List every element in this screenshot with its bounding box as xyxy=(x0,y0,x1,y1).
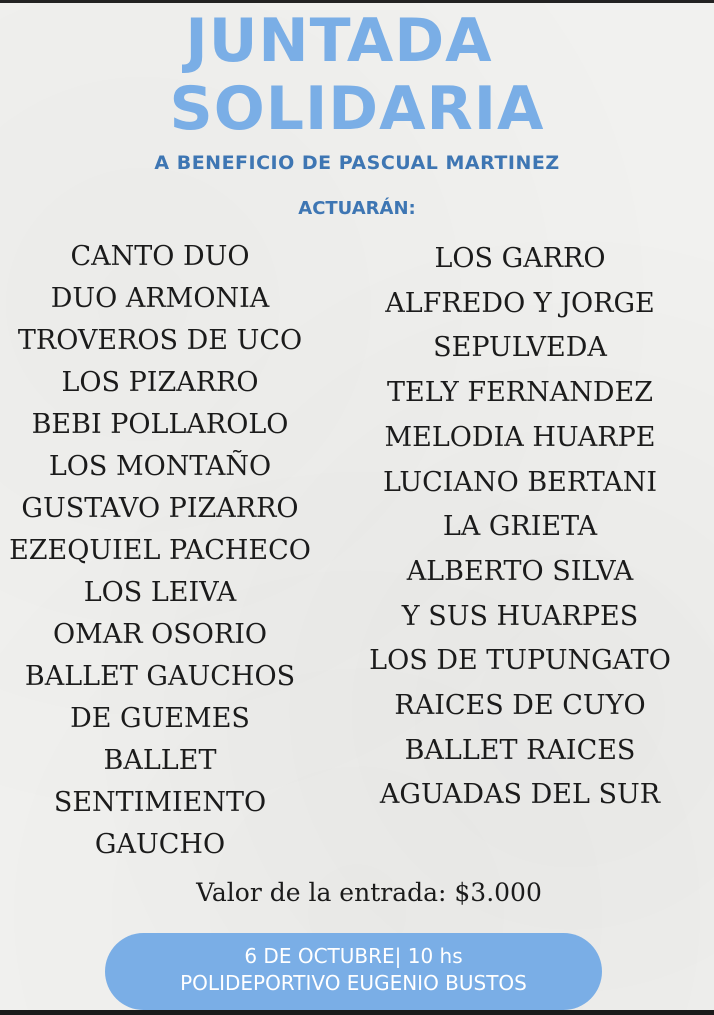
performer-item: LOS MONTAÑO xyxy=(48,451,272,482)
performer-item: TROVEROS DE UCO xyxy=(17,325,303,356)
performer-item: RAICES DE CUYO xyxy=(394,690,646,721)
performer-item: EZEQUIEL PACHECO xyxy=(9,535,311,566)
performer-item: LUCIANO BERTANI xyxy=(382,466,658,498)
performer-item: ALFREDO Y JORGE xyxy=(385,287,655,319)
title-line-2: SOLIDARIA xyxy=(169,74,545,144)
performer-item: BALLET xyxy=(103,745,217,776)
performer-item: LA GRIETA xyxy=(442,511,598,543)
performer-item: AGUADAS DEL SUR xyxy=(379,779,661,811)
performer-item: BEBI POLLAROLO xyxy=(31,409,289,440)
performer-item: LOS PIZARRO xyxy=(61,367,259,398)
performer-item: SENTIMIENTO xyxy=(53,787,267,818)
performer-item: DE GUEMES xyxy=(70,703,250,734)
performer-item: BALLET RAICES xyxy=(404,734,636,766)
performer-item: LOS DE TUPUNGATO xyxy=(369,645,671,677)
performer-item: GAUCHO xyxy=(94,829,226,860)
event-date: 6 DE OCTUBRE| 10 hs xyxy=(244,944,463,968)
performer-item: MELODIA HUARPE xyxy=(384,421,656,453)
bottom-border xyxy=(0,1010,714,1015)
performer-item: CANTO DUO xyxy=(70,241,250,272)
performer-item: SEPULVEDA xyxy=(433,332,607,364)
performer-item: TELY FERNANDEZ xyxy=(387,377,653,409)
event-venue: POLIDEPORTIVO EUGENIO BUSTOS xyxy=(180,971,527,995)
performer-item: LOS LEIVA xyxy=(83,577,237,608)
performer-item: ALBERTO SILVA xyxy=(406,555,634,587)
performers-heading: ACTUARÁN: xyxy=(298,198,416,219)
subtitle: A BENEFICIO DE PASCUAL MARTINEZ xyxy=(154,152,560,174)
performer-item: LOS GARRO xyxy=(434,243,606,274)
top-border xyxy=(0,0,714,3)
performer-item: GUSTAVO PIZARRO xyxy=(21,493,299,524)
performer-item: DUO ARMONIA xyxy=(50,283,270,314)
event-info-pill xyxy=(105,933,602,1010)
performer-item: BALLET GAUCHOS xyxy=(24,661,296,692)
title-line-1: JUNTADA xyxy=(185,6,493,76)
performer-item: Y SUS HUARPES xyxy=(401,600,639,632)
performer-item: OMAR OSORIO xyxy=(52,619,268,650)
ticket-price: Valor de la entrada: $3.000 xyxy=(196,878,542,907)
